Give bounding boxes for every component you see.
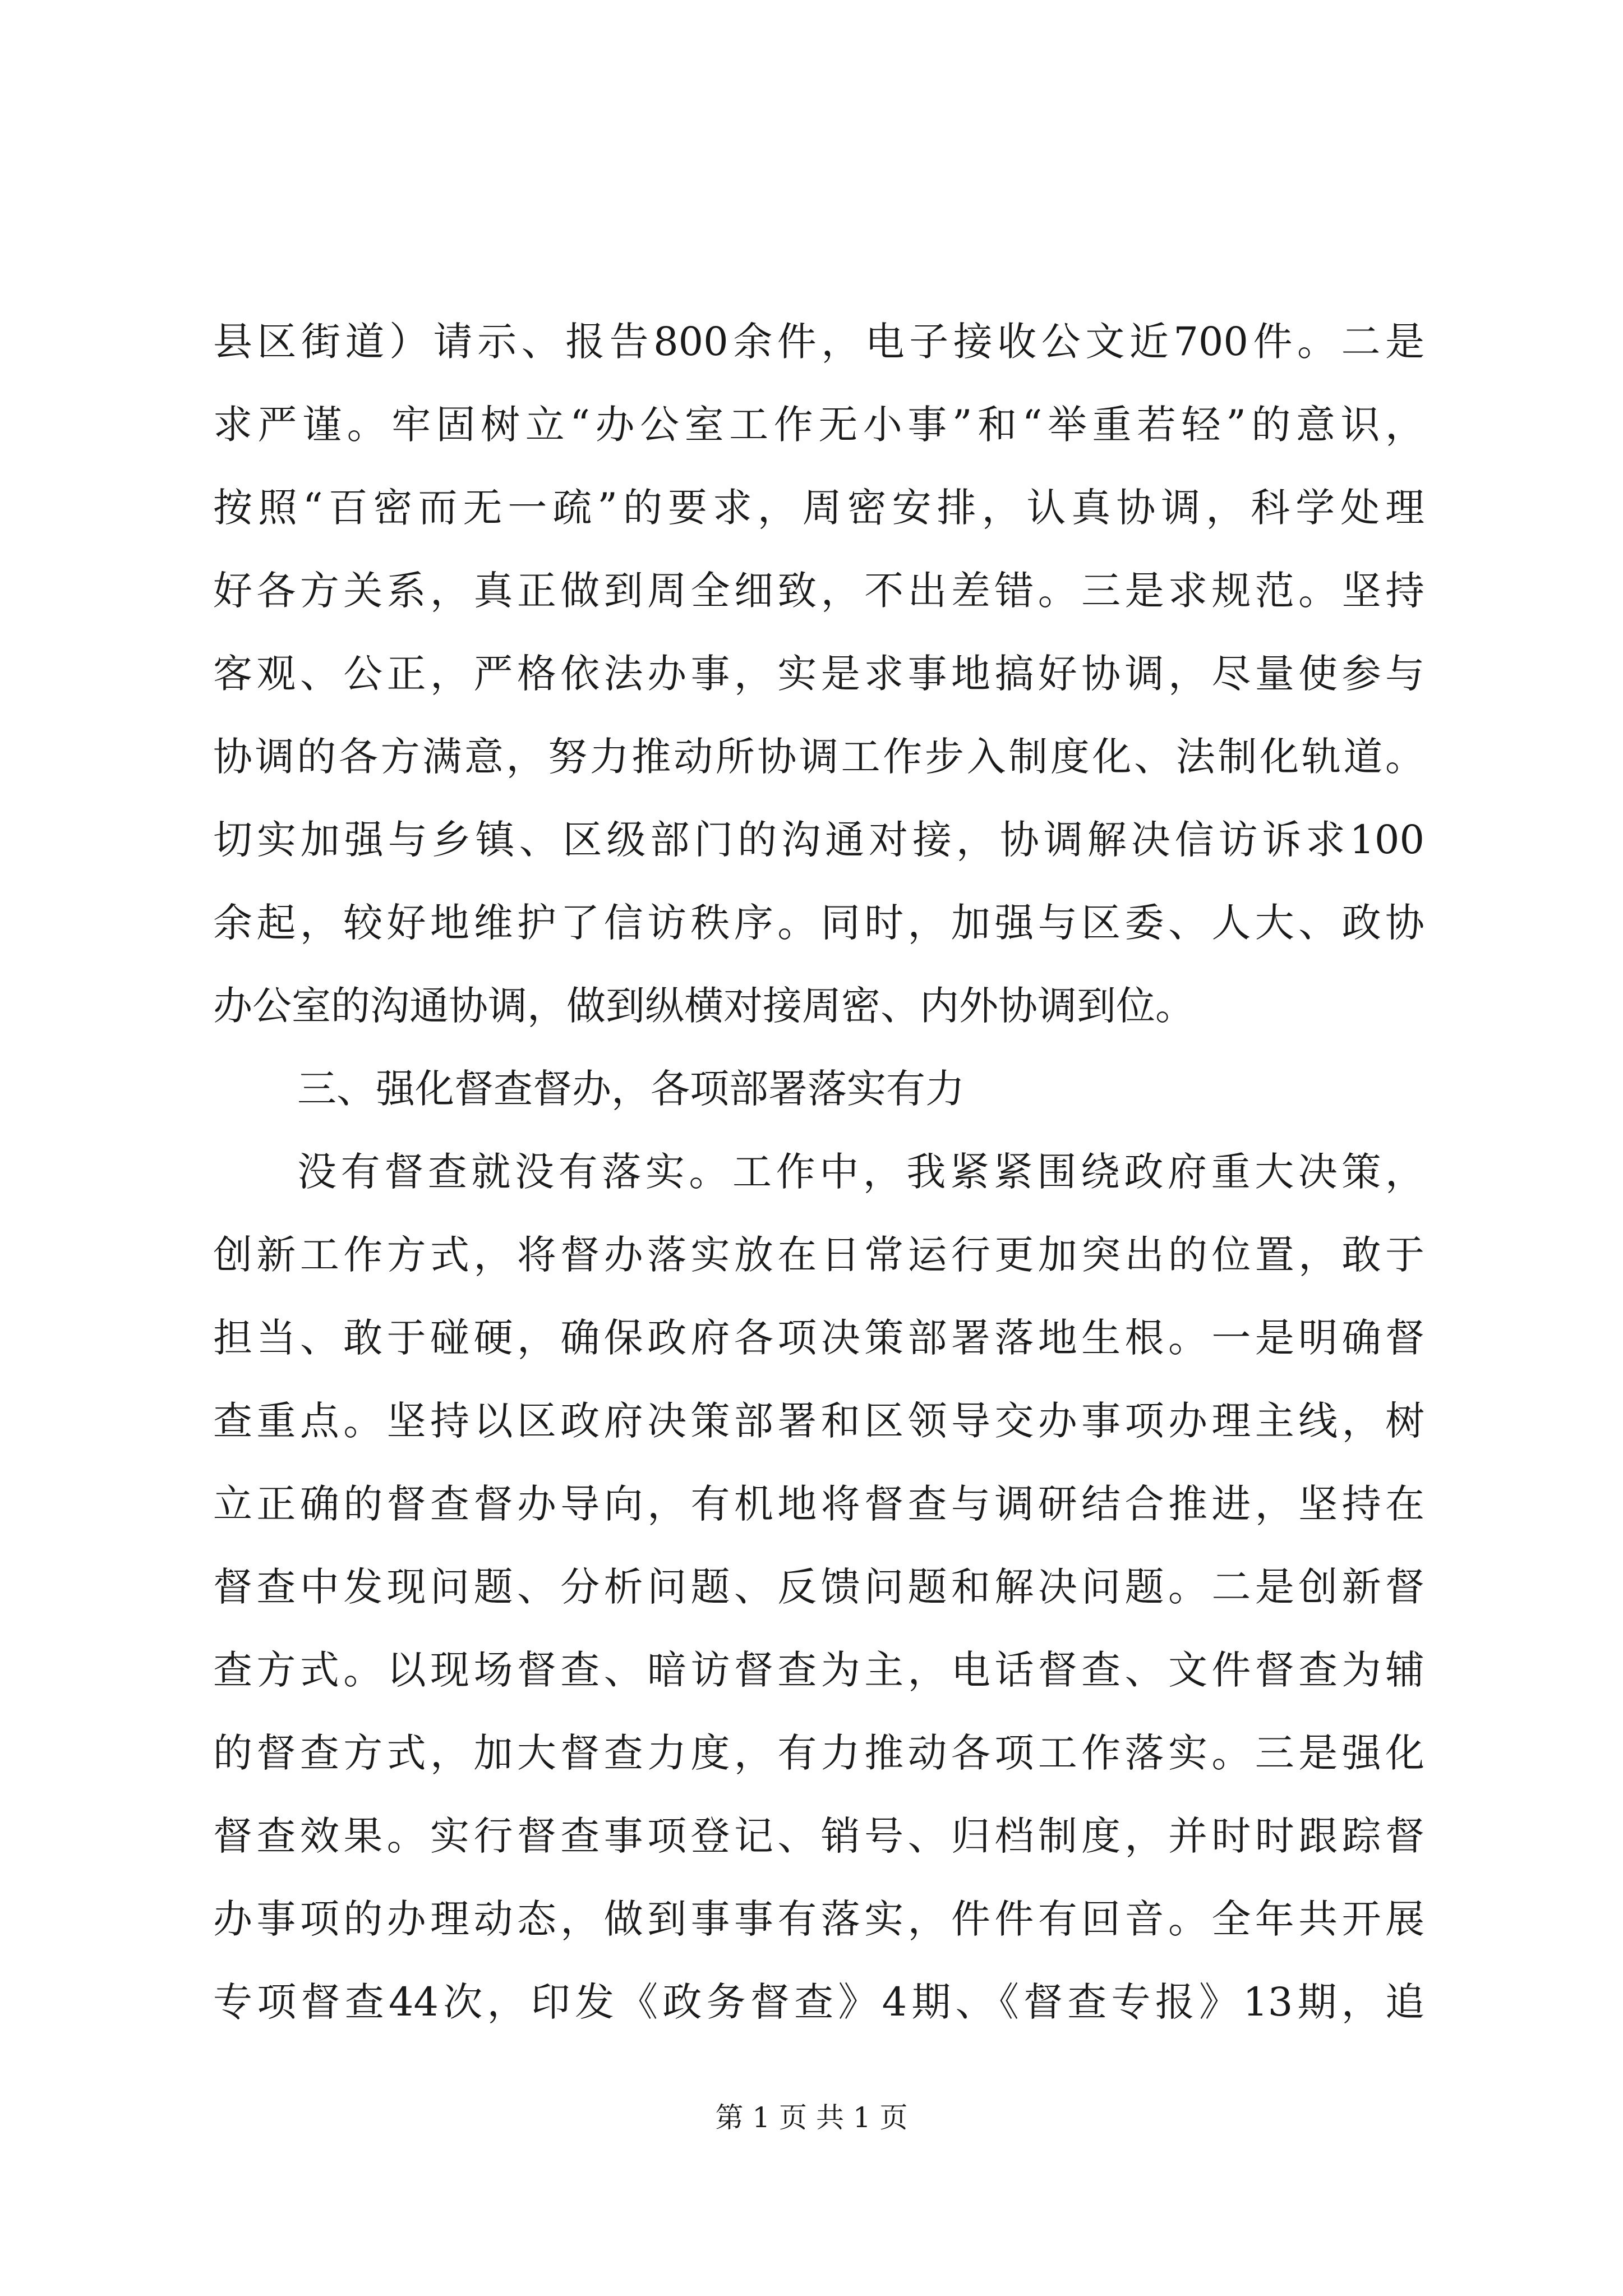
- body-line: 办事项的办理动态，做到事事有落实，件件有回音。全年共开展: [213, 1896, 1424, 1942]
- body-line: 的督查方式，加大督查力度，有力推动各项工作落实。三是强化: [213, 1730, 1424, 1776]
- body-line: 查重点。坚持以区政府决策部署和区领导交办事项办理主线，树: [213, 1398, 1424, 1444]
- body-line: 客观、公正，严格依法办事，实是求事地搞好协调，尽量使参与: [213, 651, 1424, 697]
- body-line: 余起，较好地维护了信访秩序。同时，加强与区委、人大、政协: [213, 900, 1424, 946]
- body-line: 按照“百密而无一疏”的要求，周密安排，认真协调，科学处理: [213, 485, 1424, 531]
- body-line: 专项督查44次，印发《政务督查》4期、《督查专报》13期，追: [213, 1979, 1424, 2025]
- body-line: 担当、敢于碰硬，确保政府各项决策部署落地生根。一是明确督: [213, 1315, 1424, 1361]
- section-heading: 三、强化督查督办，各项部署落实有力: [297, 1066, 965, 1112]
- body-line: 切实加强与乡镇、区级部门的沟通对接，协调解决信访诉求100: [213, 817, 1424, 863]
- body-line: 督查中发现问题、分析问题、反馈问题和解决问题。二是创新督: [213, 1564, 1424, 1610]
- body-line: 县区街道）请示、报告800余件，电子接收公文近700件。二是: [213, 319, 1424, 365]
- page-footer: 第 1 页 共 1 页: [715, 2101, 908, 2134]
- body-line: 立正确的督查督办导向，有机地将督查与调研结合推进，坚持在: [213, 1481, 1424, 1527]
- body-line: 查方式。以现场督查、暗访督查为主，电话督查、文件督查为辅: [213, 1647, 1424, 1693]
- body-line: 求严谨。牢固树立“办公室工作无小事”和“举重若轻”的意识，: [213, 402, 1424, 448]
- body-line: 没有督查就没有落实。工作中，我紧紧围绕政府重大决策，: [297, 1149, 1424, 1195]
- body-line: 创新工作方式，将督办落实放在日常运行更加突出的位置，敢于: [213, 1232, 1424, 1278]
- body-line: 督查效果。实行督查事项登记、销号、归档制度，并时时跟踪督: [213, 1813, 1424, 1859]
- body-line: 好各方关系，真正做到周全细致，不出差错。三是求规范。坚持: [213, 568, 1424, 614]
- body-line: 办公室的沟通协调，做到纵横对接周密、内外协调到位。: [213, 983, 1195, 1029]
- body-line: 协调的各方满意，努力推动所协调工作步入制度化、法制化轨道。: [213, 734, 1424, 780]
- document-body: [213, 300, 1424, 2044]
